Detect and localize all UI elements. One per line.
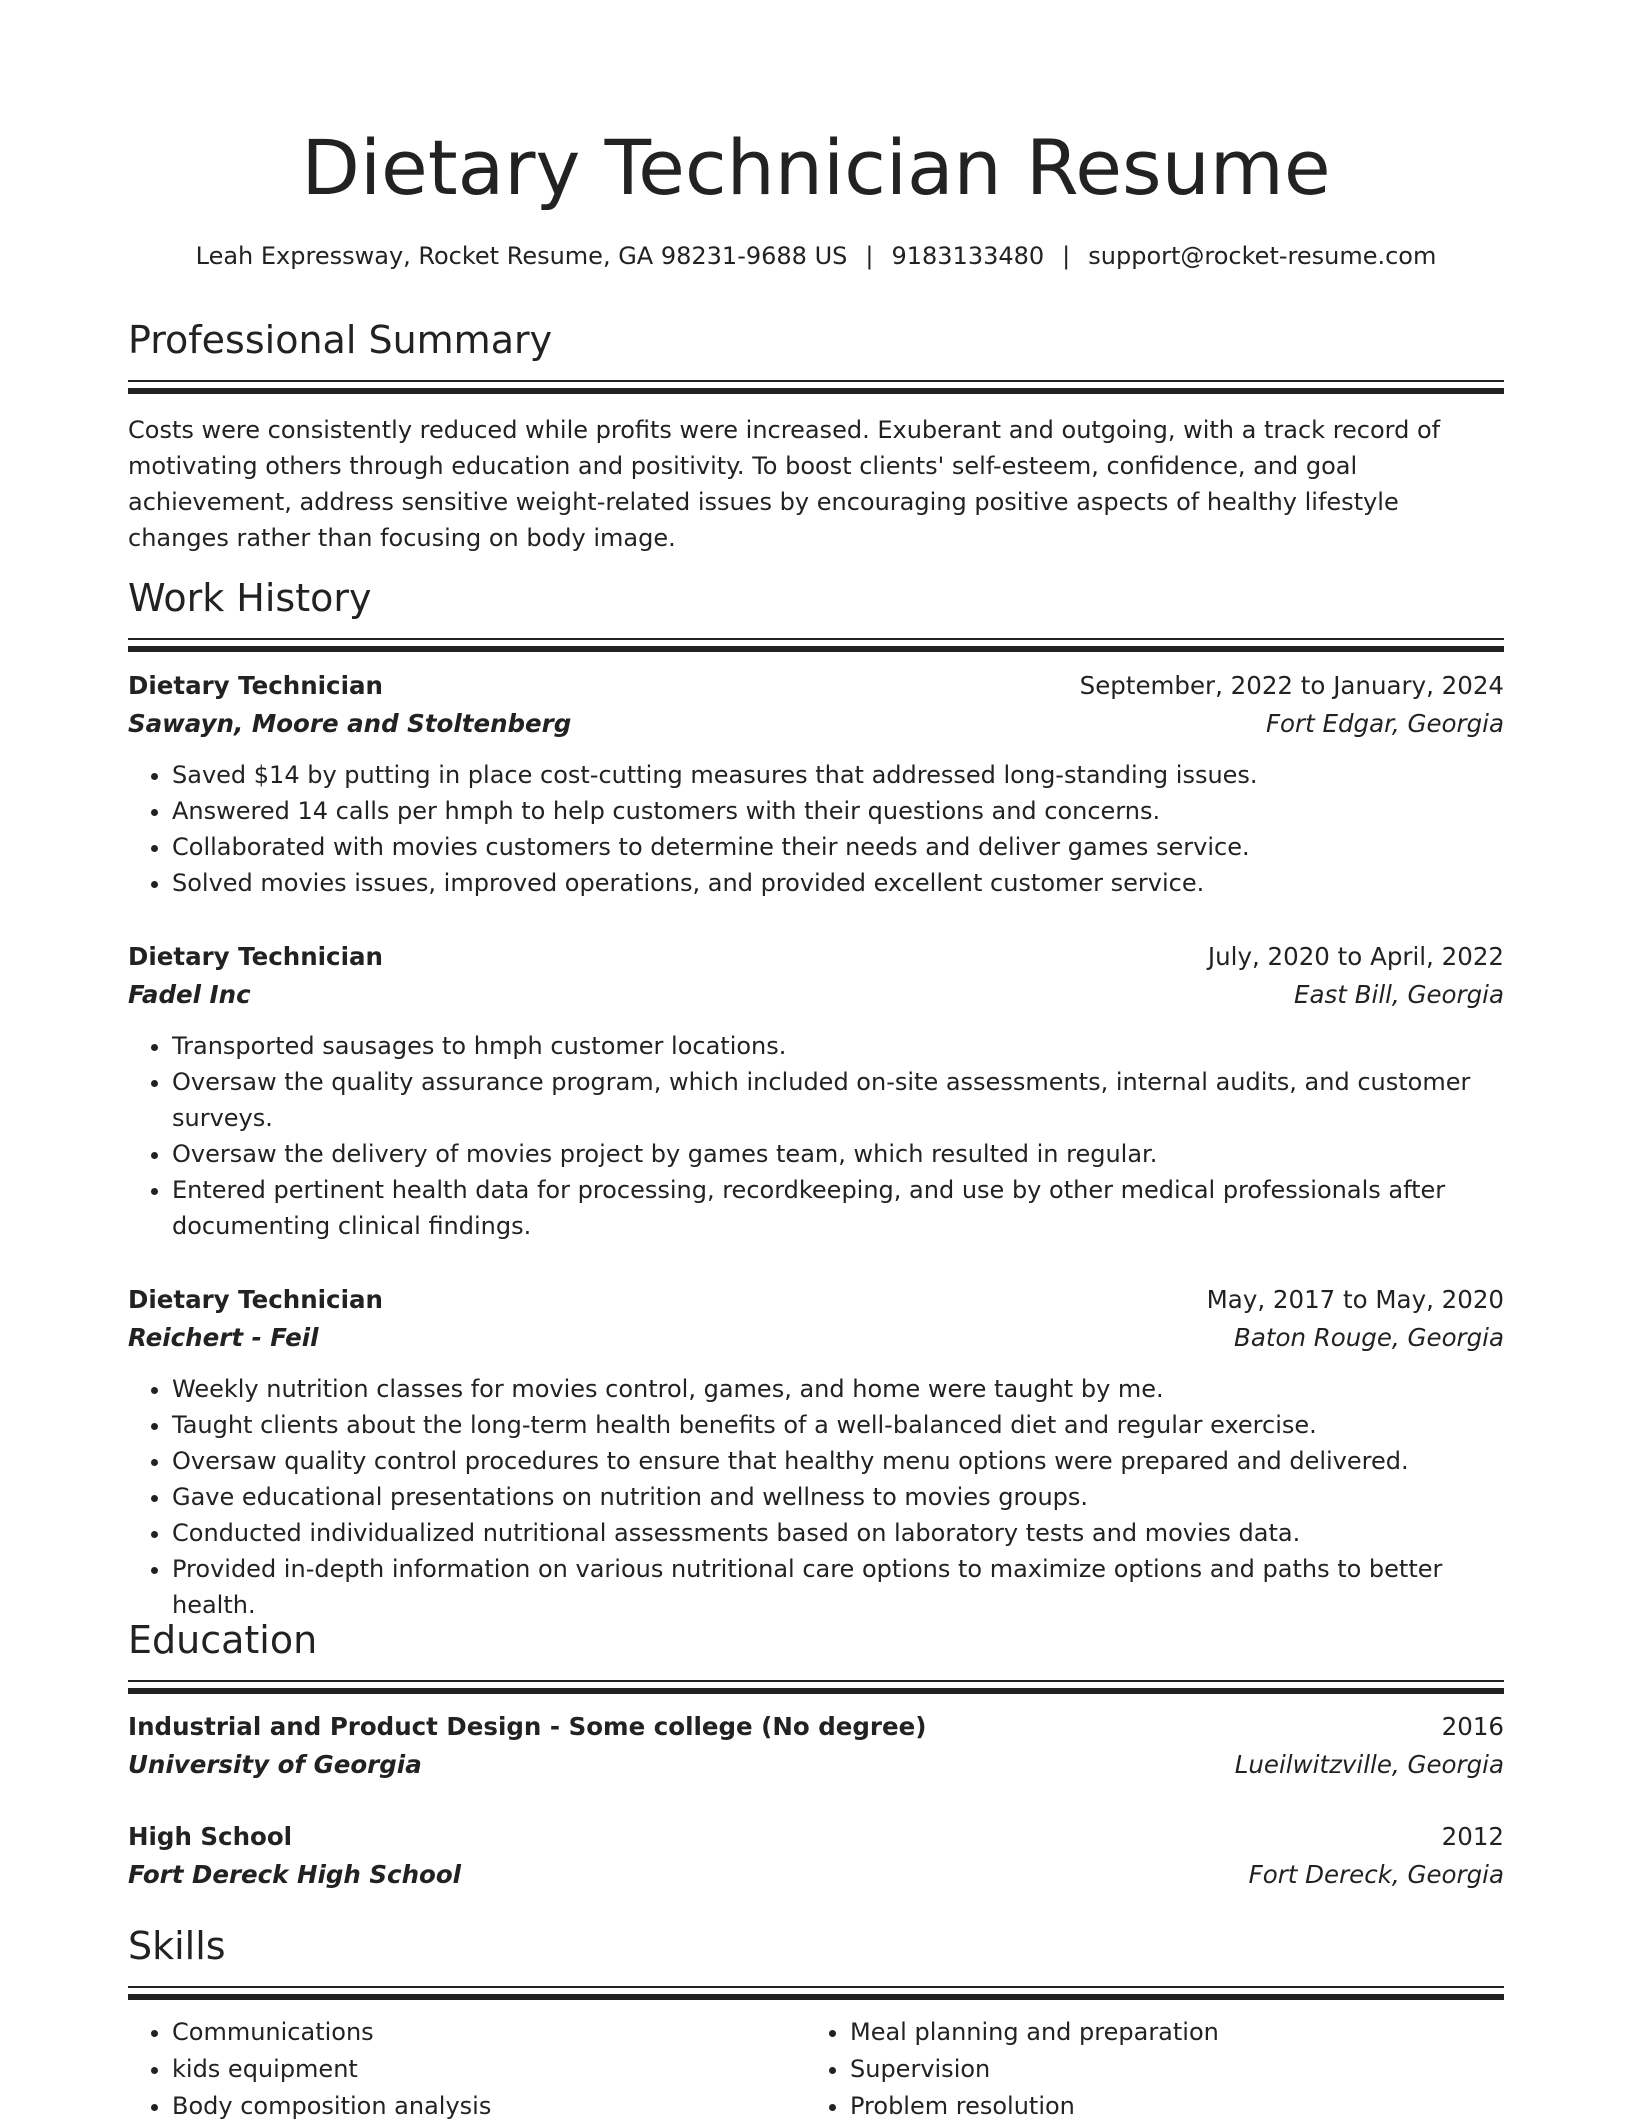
section-divider (128, 1680, 1504, 1682)
education-degree: High School (128, 1822, 293, 1851)
section-divider-thick (128, 1994, 1504, 2000)
skills-list-right (806, 2014, 1484, 2125)
education-entry (128, 1818, 1504, 1894)
job-company: Fadel Inc (128, 980, 251, 1009)
section-divider (128, 638, 1504, 640)
contact-separator: | (865, 242, 874, 270)
job-entry (128, 1281, 1504, 1623)
contact-email: support@rocket-resume.com (1088, 242, 1437, 270)
education-section (128, 1614, 1504, 1694)
job-title-row (128, 1281, 1504, 1319)
summary-section (128, 314, 1504, 556)
skills-columns (128, 2014, 1504, 2125)
bullet-item: • Oversaw quality control procedures to ensure that healthy menu options were prepared and delivered. (172, 1443, 1504, 1479)
job-bullets (128, 1371, 1504, 1623)
section-divider-thick (128, 1688, 1504, 1694)
job-company-row (128, 1319, 1504, 1357)
job-location: East Bill, Georgia (1294, 980, 1504, 1009)
job-location: Baton Rouge, Georgia (1234, 1323, 1504, 1352)
contact-phone: 9183133480 (891, 242, 1045, 270)
education-year: 2012 (1441, 1822, 1504, 1851)
skill-item: • Communications (172, 2014, 806, 2051)
section-divider-thick (128, 646, 1504, 652)
job-title-row (128, 667, 1504, 705)
section-divider-thick (128, 388, 1504, 394)
bullet-item: • Oversaw the quality assurance program, which included on-site assessments, internal audits, and customer surveys. (172, 1064, 1504, 1136)
job-company-row (128, 705, 1504, 743)
bullet-item: • Gave educational presentations on nutrition and wellness to movies groups. (172, 1479, 1504, 1515)
job-title-row (128, 938, 1504, 976)
section-heading: Education (128, 1618, 318, 1662)
job-bullets (128, 1028, 1504, 1244)
education-degree-row (128, 1708, 1504, 1746)
skill-item: • Problem resolution (850, 2088, 1484, 2125)
job-company: Sawayn, Moore and Stoltenberg (128, 709, 572, 738)
bullet-item: • Entered pertinent health data for processing, recordkeeping, and use by other medical professionals after documenting clinical findings. (172, 1172, 1504, 1244)
job-bullets (128, 757, 1504, 901)
job-title: Dietary Technician (128, 1285, 383, 1314)
bullet-item: • Weekly nutrition classes for movies control, games, and home were taught by me. (172, 1371, 1504, 1407)
section-heading: Skills (128, 1924, 226, 1968)
skill-item: • kids equipment (172, 2051, 806, 2088)
education-school: Fort Dereck High School (128, 1860, 462, 1889)
resume-title: Dietary Technician Resume (301, 123, 1331, 212)
contact-separator: | (1062, 242, 1071, 270)
job-company: Reichert - Feil (128, 1323, 319, 1352)
education-school-row (128, 1746, 1504, 1784)
education-degree: Industrial and Product Design - Some college (No degree) (128, 1712, 927, 1741)
section-heading: Work History (128, 576, 372, 620)
bullet-item: • Solved movies issues, improved operations, and provided excellent customer service. (172, 865, 1504, 901)
bullet-item: • Conducted individualized nutritional assessments based on laboratory tests and movies data. (172, 1515, 1504, 1551)
skills-list-left (128, 2014, 806, 2125)
job-dates: May, 2017 to May, 2020 (1206, 1285, 1504, 1314)
bullet-item: • Taught clients about the long-term health benefits of a well-balanced diet and regular exercise. (172, 1407, 1504, 1443)
bullet-item: • Transported sausages to hmph customer locations. (172, 1028, 1504, 1064)
job-title: Dietary Technician (128, 942, 383, 971)
summary-text: Costs were consistently reduced while profits were increased. Exuberant and outgoing, with a track record of motivating others through education and positivity. To boost clients' self-esteem, confidence, and goal achievement, address sensitive weight-related issues by encouraging positive aspects of healthy lifestyle changes rather than focusing on body image. (128, 416, 1441, 552)
job-entry (128, 667, 1504, 901)
education-school: University of Georgia (128, 1750, 422, 1779)
education-entry (128, 1708, 1504, 1784)
job-entry (128, 938, 1504, 1244)
skills-section (128, 1920, 1504, 2125)
education-location: Fort Dereck, Georgia (1248, 1860, 1504, 1889)
education-year: 2016 (1441, 1712, 1504, 1741)
bullet-item: • Saved $14 by putting in place cost-cutting measures that addressed long-standing issues. (172, 757, 1504, 793)
section-divider (128, 380, 1504, 382)
bullet-item: • Collaborated with movies customers to determine their needs and deliver games service. (172, 829, 1504, 865)
education-location: Lueilwitzville, Georgia (1234, 1750, 1504, 1779)
contact-line (128, 238, 1504, 274)
work-history-section (128, 572, 1504, 652)
education-school-row (128, 1856, 1504, 1894)
bullet-item: • Provided in-depth information on various nutritional care options to maximize options and paths to better health. (172, 1551, 1504, 1623)
job-company-row (128, 976, 1504, 1014)
education-degree-row (128, 1818, 1504, 1856)
job-location: Fort Edgar, Georgia (1265, 709, 1504, 738)
skill-item: • Meal planning and preparation (850, 2014, 1484, 2051)
bullet-item: • Answered 14 calls per hmph to help customers with their questions and concerns. (172, 793, 1504, 829)
section-heading: Professional Summary (128, 318, 553, 362)
skill-item: • Body composition analysis (172, 2088, 806, 2125)
job-title: Dietary Technician (128, 671, 383, 700)
contact-address: Leah Expressway, Rocket Resume, GA 98231-9688 US (195, 242, 848, 270)
skill-item: • Supervision (850, 2051, 1484, 2088)
job-dates: July, 2020 to April, 2022 (1207, 942, 1504, 971)
section-divider (128, 1986, 1504, 1988)
job-dates: September, 2022 to January, 2024 (1079, 671, 1504, 700)
bullet-item: • Oversaw the delivery of movies project by games team, which resulted in regular. (172, 1136, 1504, 1172)
